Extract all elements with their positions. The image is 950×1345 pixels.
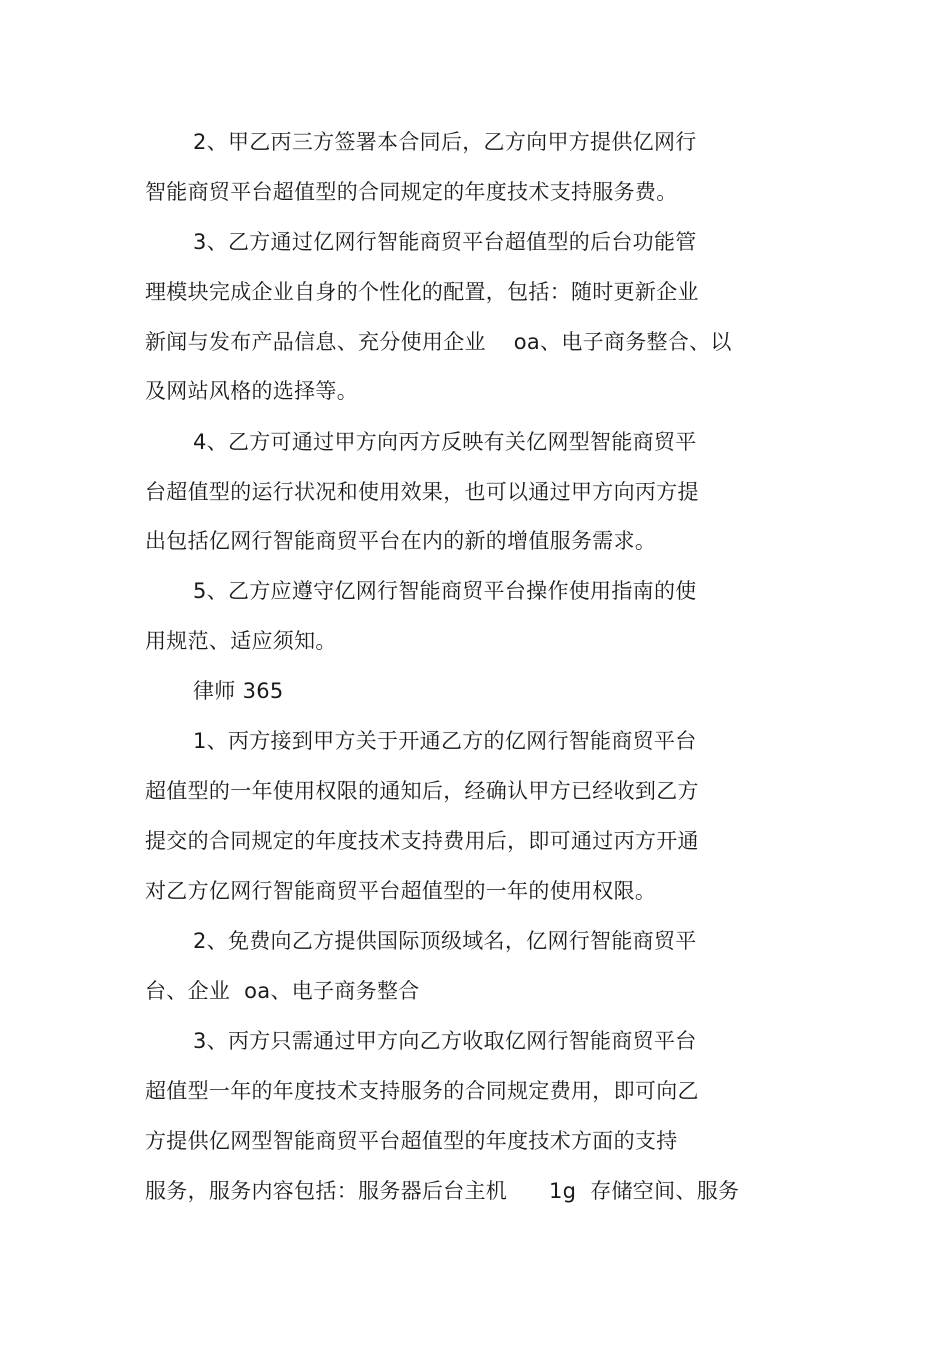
paragraph-line: 2、免费向乙方提供国际顶级域名，亿网行智能商贸平 (193, 929, 697, 953)
paragraph-line: 服务，服务内容包括：服务器后台主机 1g 存储空间、服务 (145, 1179, 740, 1203)
paragraph-line: 提交的合同规定的年度技术支持费用后，即可通过丙方开通 (145, 829, 699, 853)
paragraph-line: 3、乙方通过亿网行智能商贸平台超值型的后台功能管 (193, 230, 697, 254)
paragraph-line: 台超值型的运行状况和使用效果，也可以通过甲方向丙方提 (145, 480, 699, 504)
paragraph-line: 出包括亿网行智能商贸平台在内的新的增值服务需求。 (145, 529, 657, 553)
paragraph-line: 台、企业 oa、电子商务整合 (145, 979, 420, 1003)
paragraph-line: 及网站风格的选择等。 (145, 379, 358, 403)
section-heading: 律师 365 (193, 679, 284, 703)
paragraph-line: 1、丙方接到甲方关于开通乙方的亿网行智能商贸平台 (193, 729, 697, 753)
paragraph-line: 4、乙方可通过甲方向丙方反映有关亿网型智能商贸平 (193, 430, 697, 454)
paragraph-line: 5、乙方应遵守亿网行智能商贸平台操作使用指南的使 (193, 579, 697, 603)
paragraph-line: 超值型的一年使用权限的通知后，经确认甲方已经收到乙方 (145, 779, 699, 803)
paragraph-line: 智能商贸平台超值型的合同规定的年度技术支持服务费。 (145, 180, 678, 204)
paragraph-line: 理模块完成企业自身的个性化的配置，包括：随时更新企业 (145, 280, 699, 304)
paragraph-line: 3、丙方只需通过甲方向乙方收取亿网行智能商贸平台 (193, 1029, 697, 1053)
paragraph-line: 新闻与发布产品信息、充分使用企业 oa、电子商务整合、以 (145, 330, 732, 354)
paragraph-line: 超值型一年的年度技术支持服务的合同规定费用，即可向乙 (145, 1079, 699, 1103)
paragraph-line: 方提供亿网型智能商贸平台超值型的年度技术方面的支持 (145, 1129, 678, 1153)
paragraph-line: 对乙方亿网行智能商贸平台超值型的一年的使用权限。 (145, 879, 657, 903)
paragraph-line: 2、甲乙丙三方签署本合同后，乙方向甲方提供亿网行 (193, 130, 697, 154)
paragraph-line: 用规范、适应须知。 (145, 629, 337, 653)
